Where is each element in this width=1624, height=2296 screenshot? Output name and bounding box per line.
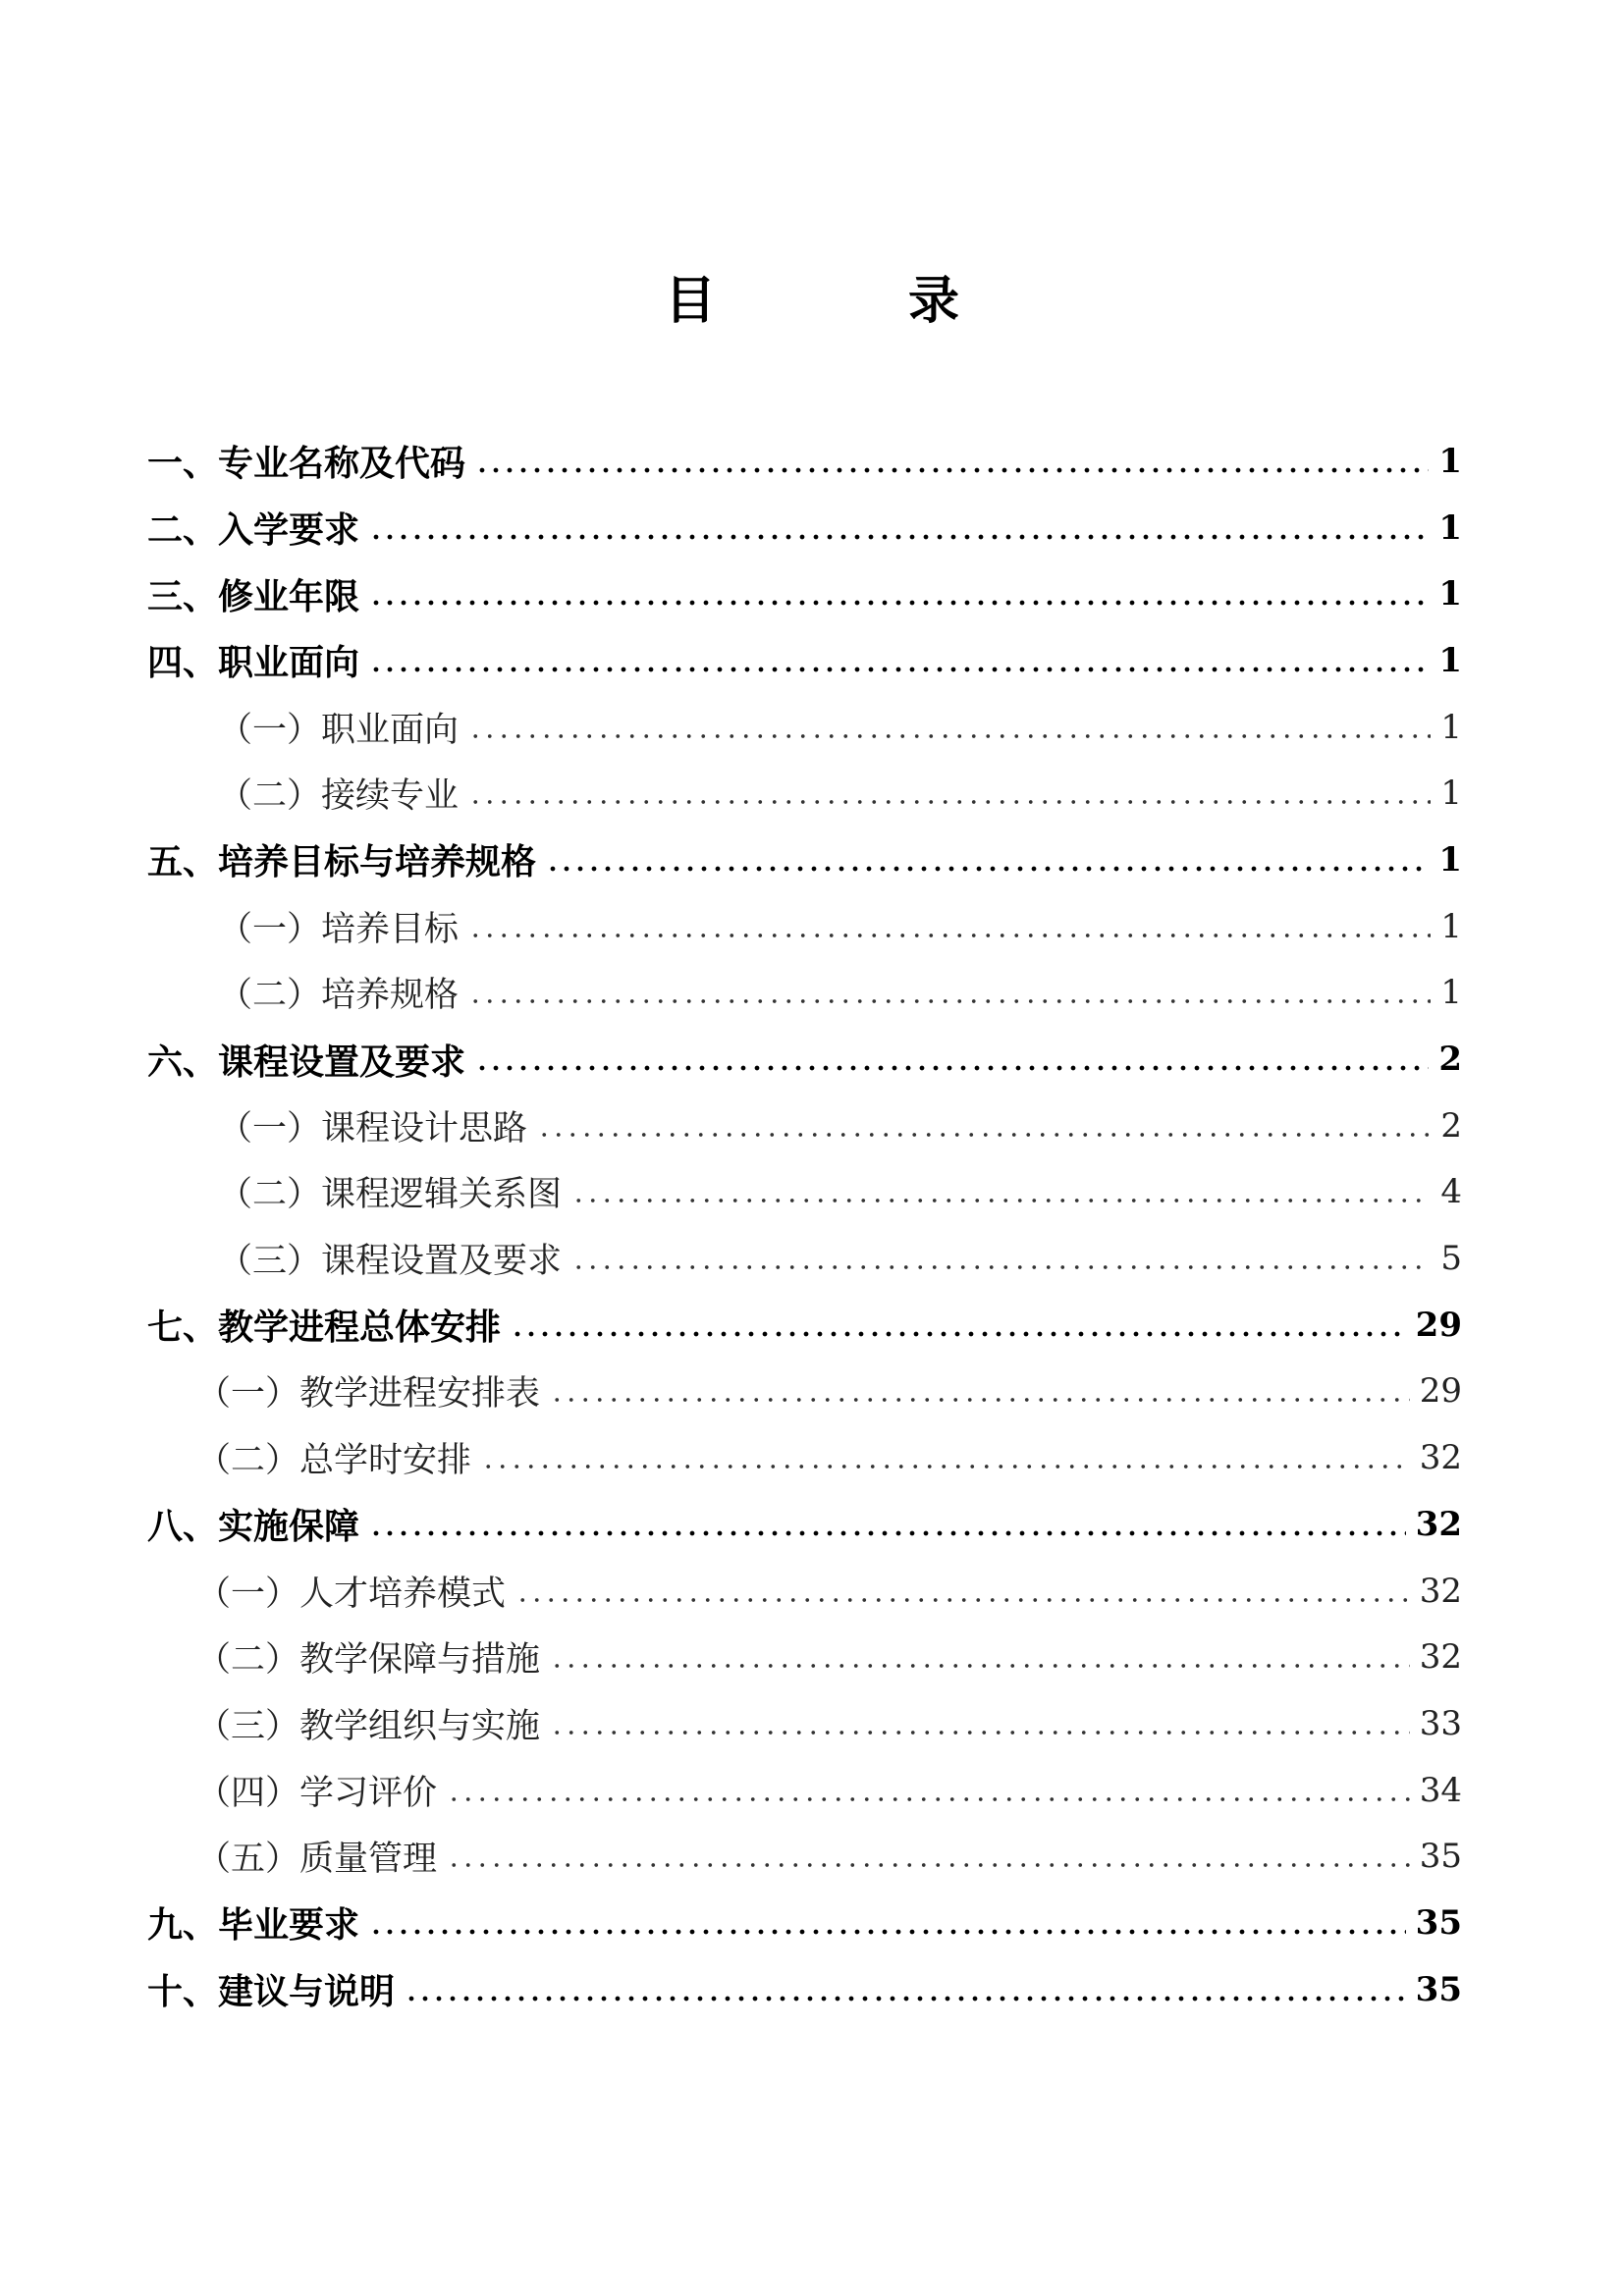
- dot-leader: [369, 1905, 1406, 1941]
- toc-entry-title: （一）职业面向: [218, 710, 460, 750]
- dot-leader: [546, 842, 1429, 878]
- toc-entry-page-number: 1: [1438, 441, 1462, 481]
- dot-leader: [447, 1773, 1410, 1808]
- toc-entry-subsection[interactable]: [0, 1624, 1624, 1690]
- dot-leader: [468, 975, 1431, 1010]
- toc-entry-section[interactable]: [0, 1890, 1624, 1956]
- toc-entry-page-number: 1: [1438, 839, 1462, 880]
- toc-entry-subsection[interactable]: [0, 1757, 1624, 1824]
- toc-entry-page-number: 35: [1415, 1969, 1462, 2009]
- toc-entry-title: 六、课程设置及要求: [147, 1041, 466, 1083]
- toc-entry-subsection[interactable]: [0, 1424, 1624, 1491]
- dot-leader: [571, 1174, 1431, 1209]
- toc-entry-title: 五、培养目标与培养规格: [147, 842, 537, 883]
- toc-title: 目 录: [664, 272, 1030, 331]
- toc-entry-section[interactable]: [0, 1292, 1624, 1359]
- toc-entry-title: （一）培养目标: [218, 909, 460, 949]
- toc-entry-section[interactable]: [0, 1956, 1624, 2023]
- toc-entry-page-number: 2: [1440, 1105, 1462, 1146]
- toc-entry-page-number: 32: [1419, 1438, 1462, 1478]
- toc-entry-title: （二）总学时安排: [196, 1441, 472, 1481]
- toc-entry-section[interactable]: [0, 428, 1624, 495]
- toc-entry-section[interactable]: [0, 561, 1624, 627]
- dot-leader: [550, 1706, 1410, 1741]
- toc-entry-subsection[interactable]: [0, 1159, 1624, 1226]
- dot-leader: [537, 1108, 1431, 1144]
- dot-leader: [369, 510, 1429, 546]
- toc-entry-subsection[interactable]: [0, 893, 1624, 960]
- toc-entry-page-number: 32: [1415, 1504, 1462, 1544]
- toc-entry-page-number: 1: [1440, 707, 1462, 747]
- toc-entry-title: 四、职业面向: [147, 643, 360, 684]
- toc-entry-subsection[interactable]: [0, 1359, 1624, 1425]
- toc-entry-page-number: 4: [1440, 1172, 1462, 1212]
- toc-entry-subsection[interactable]: [0, 1225, 1624, 1292]
- toc-entry-page-number: 5: [1440, 1239, 1462, 1279]
- toc-entry-page-number: 35: [1415, 1902, 1462, 1943]
- toc-entry-subsection[interactable]: [0, 1093, 1624, 1159]
- toc-entry-page-number: 29: [1415, 1305, 1462, 1345]
- toc-list: [0, 428, 1624, 2023]
- toc-entry-title: （三）教学组织与实施: [196, 1706, 541, 1746]
- toc-entry-page-number: 1: [1440, 774, 1462, 814]
- toc-entry-title: 一、专业名称及代码: [147, 444, 466, 485]
- dot-leader: [468, 775, 1431, 811]
- toc-entry-title: 七、教学进程总体安排: [147, 1308, 502, 1349]
- dot-leader: [369, 643, 1429, 678]
- dot-leader: [475, 1041, 1429, 1077]
- toc-entry-section[interactable]: [0, 627, 1624, 694]
- toc-entry-subsection[interactable]: [0, 1690, 1624, 1757]
- dot-leader: [571, 1241, 1431, 1276]
- dot-leader: [369, 1507, 1406, 1542]
- toc-entry-section[interactable]: [0, 1026, 1624, 1093]
- toc-entry-page-number: 34: [1419, 1770, 1462, 1810]
- toc-entry-page-number: 2: [1438, 1040, 1462, 1080]
- dot-leader: [511, 1308, 1406, 1343]
- toc-entry-subsection[interactable]: [0, 1823, 1624, 1890]
- toc-entry-subsection[interactable]: [0, 760, 1624, 827]
- dot-leader: [550, 1639, 1410, 1675]
- toc-entry-title: 三、修业年限: [147, 576, 360, 617]
- dot-leader: [468, 710, 1431, 745]
- dot-leader: [447, 1839, 1410, 1874]
- toc-entry-page-number: 1: [1438, 574, 1462, 614]
- dot-leader: [369, 576, 1429, 612]
- toc-entry-title: （一）课程设计思路: [218, 1108, 528, 1148]
- toc-entry-title: （二）教学保障与措施: [196, 1640, 541, 1681]
- toc-entry-section[interactable]: [0, 1491, 1624, 1558]
- toc-entry-page-number: 1: [1438, 640, 1462, 680]
- toc-entry-title: （二）课程逻辑关系图: [218, 1175, 563, 1215]
- dot-leader: [405, 1972, 1406, 2007]
- dot-leader: [468, 909, 1431, 944]
- toc-entry-title: 九、毕业要求: [147, 1905, 360, 1947]
- toc-entry-page-number: 35: [1419, 1837, 1462, 1877]
- toc-entry-page-number: 1: [1440, 906, 1462, 946]
- toc-entry-title: 八、实施保障: [147, 1507, 360, 1548]
- toc-entry-title: （三）课程设置及要求: [218, 1242, 563, 1282]
- toc-entry-title: （五）质量管理: [196, 1840, 438, 1880]
- dot-leader: [475, 444, 1429, 479]
- toc-entry-page-number: 33: [1419, 1703, 1462, 1743]
- toc-entry-section[interactable]: [0, 827, 1624, 893]
- toc-entry-title: （二）接续专业: [218, 776, 460, 817]
- toc-entry-subsection[interactable]: [0, 694, 1624, 761]
- toc-entry-subsection[interactable]: [0, 960, 1624, 1027]
- dot-leader: [550, 1373, 1410, 1409]
- dot-leader: [515, 1574, 1410, 1609]
- toc-entry-subsection[interactable]: [0, 1558, 1624, 1625]
- toc-entry-title: （一）人才培养模式: [196, 1574, 507, 1614]
- toc-entry-title: 十、建议与说明: [147, 1972, 396, 2013]
- toc-entry-page-number: 29: [1419, 1371, 1462, 1412]
- toc-entry-page-number: 32: [1419, 1637, 1462, 1678]
- toc-entry-title: （一）教学进程安排表: [196, 1374, 541, 1415]
- toc-entry-title: 二、入学要求: [147, 510, 360, 552]
- toc-entry-section[interactable]: [0, 495, 1624, 561]
- toc-entry-page-number: 32: [1419, 1571, 1462, 1611]
- dot-leader: [481, 1440, 1410, 1475]
- toc-entry-page-number: 1: [1440, 973, 1462, 1013]
- toc-entry-title: （二）培养规格: [218, 976, 460, 1016]
- toc-entry-page-number: 1: [1438, 507, 1462, 548]
- toc-entry-title: （四）学习评价: [196, 1773, 438, 1813]
